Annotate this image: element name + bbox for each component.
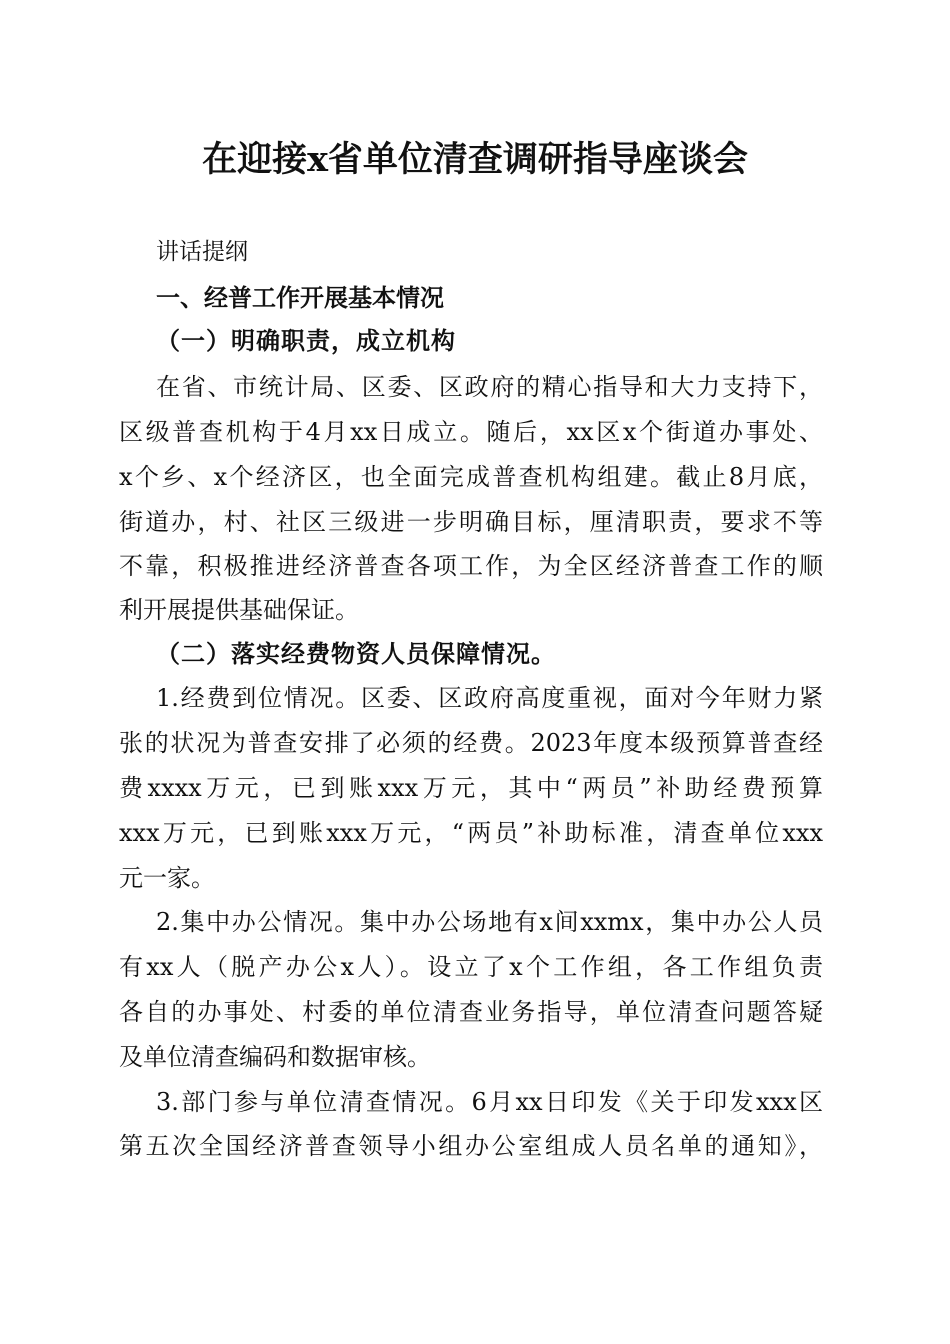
paragraph-line: 2.集中办公情况。集中办公场地有x间xxmx，集中办公人员 [156, 908, 823, 936]
document-title: 在迎接x省单位清查调研指导座谈会 [202, 139, 748, 180]
subsection-heading-1: （一）明确职责，成立机构 [156, 326, 456, 355]
subsection-heading-2: （二）落实经费物资人员保障情况。 [156, 639, 556, 668]
paragraph-line: 1.经费到位情况。区委、区政府高度重视，面对今年财力紧 [156, 684, 823, 712]
paragraph-line: 3.部门参与单位清查情况。6月xx日印发《关于印发xxx区 [156, 1088, 823, 1116]
paragraph-line: 有xx人（脱产办公x人）。设立了x个工作组，各工作组负责 [119, 953, 823, 981]
paragraph-line: xxx万元，已到账xxx万元，“两员”补助标准，清查单位xxx [119, 819, 823, 847]
paragraph-line: 区级普查机构于4月xx日成立。随后，xx区x个街道办事处、 [119, 418, 823, 446]
section-heading-1: 一、经普工作开展基本情况 [156, 284, 444, 312]
paragraph-line: 元一家。 [119, 864, 215, 892]
paragraph-line: 张的状况为普查安排了必须的经费。2023年度本级预算普查经 [119, 729, 823, 757]
paragraph-line: 各自的办事处、村委的单位清查业务指导，单位清查问题答疑 [119, 998, 823, 1026]
outline-label: 讲话提纲 [156, 239, 248, 265]
paragraph-line: x个乡、x个经济区，也全面完成普查机构组建。截止8月底， [119, 463, 823, 491]
paragraph-line: 在省、市统计局、区委、区政府的精心指导和大力支持下， [156, 373, 823, 401]
paragraph-line: 街道办，村、社区三级进一步明确目标，厘清职责，要求不等 [119, 508, 823, 536]
paragraph-line: 不靠，积极推进经济普查各项工作，为全区经济普查工作的顺 [119, 552, 823, 580]
paragraph-line: 第五次全国经济普查领导小组办公室组成人员名单的通知》， [119, 1132, 823, 1160]
paragraph-line: 及单位清查编码和数据审核。 [119, 1043, 431, 1071]
paragraph-line: 费xxxx万元，已到账xxx万元，其中“两员”补助经费预算 [119, 774, 823, 802]
paragraph-line: 利开展提供基础保证。 [119, 596, 359, 624]
